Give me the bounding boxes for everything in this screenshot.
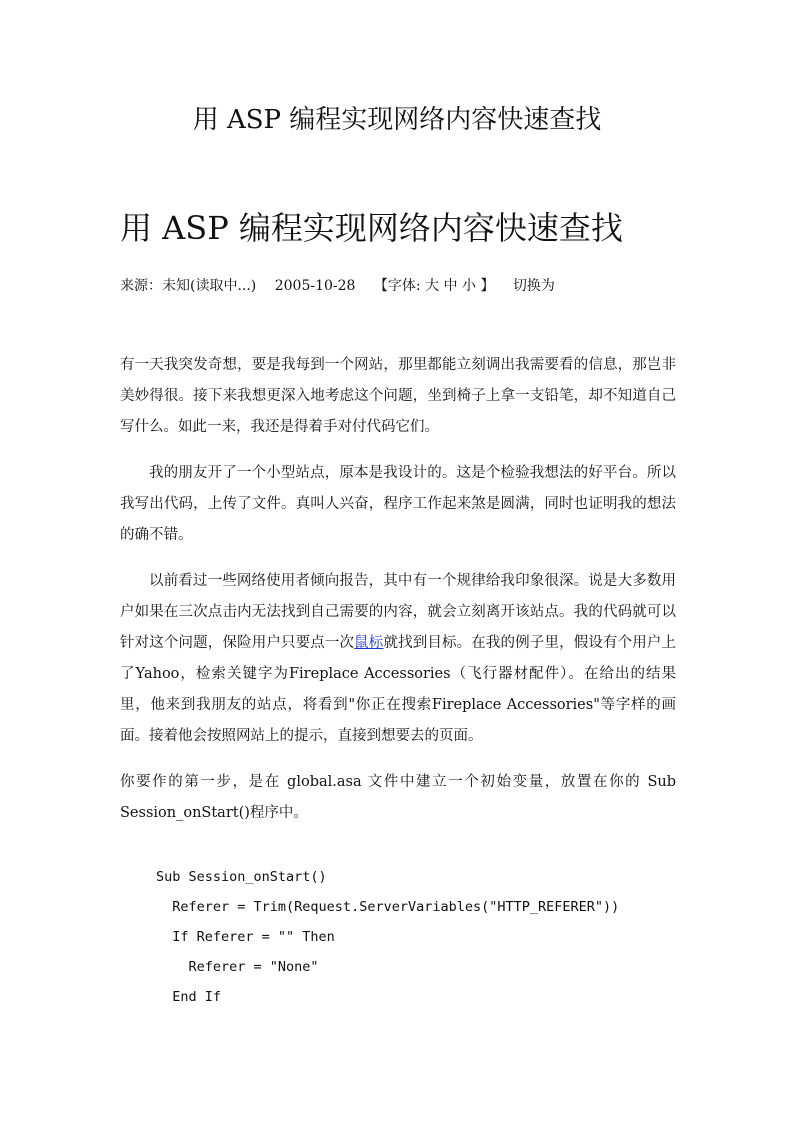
article-body <box>120 350 676 844</box>
paragraph-1: 有一天我突发奇想，要是我每到一个网站，那里都能立刻调出我需要看的信息，那岂非美妙得很。接下来我想更深入地考虑这个问题，坐到椅子上拿一支铅笔，却不知道自己写什么。如此一来，我还是得着手对付代码它们。 <box>120 357 676 435</box>
mouse-link[interactable]: 鼠标 <box>354 635 384 651</box>
font-size-medium-link[interactable]: 中 <box>443 278 458 294</box>
code-line: End If <box>156 989 222 1005</box>
code-line: Referer = "None" <box>156 959 319 975</box>
meta-font-open: 【字体: <box>373 278 421 294</box>
meta-font-close: 】 <box>480 278 495 294</box>
code-line: If Referer = "" Then <box>156 929 335 945</box>
paragraph-3-text-end: 就找到目标。在我的例子里，假设有个用户上了Yahoo，检索关键字为Fireplace Accessories（飞行器材配件）。在给出的结果里，他来到我朋友的站点，将看到"你正在搜索Fireplace Accessories"等字样的画面。接着他会按照网站上的提示，直接到想要去的页面。 <box>120 635 677 744</box>
meta-date: 2005-10-28 <box>274 278 356 294</box>
paragraph-2: 我的朋友开了一个小型站点，原本是我设计的。这是个检验我想法的好平台。所以我写出代码，上传了文件。真叫人兴奋，程序工作起来煞是圆满，同时也证明我的想法的确不错。 <box>120 465 676 543</box>
article-title: 用 ASP 编程实现网络内容快速查找 <box>120 209 623 247</box>
paragraph-3 <box>120 566 676 752</box>
meta-source: 来源：未知(读取中...) <box>120 278 257 294</box>
code-block <box>156 862 676 1012</box>
paragraph-3-text-start: 以前看过一些网络使用者倾向报告，其中有一个规律给我印象很深。说是大多数用户如果在三次点击内无法找到自己需要的内容，就会立刻离开该站点。我的代码就可以针对这个问题，保险用户只要点一次 <box>120 573 676 651</box>
code-line: Sub Session_onStart() <box>156 869 327 885</box>
article-meta <box>120 274 700 298</box>
code-line: Referer = Trim(Request.ServerVariables("HTTP_REFERER")) <box>156 899 620 915</box>
switch-link[interactable]: 切换为 <box>512 278 555 294</box>
document-title: 用 ASP 编程实现网络内容快速查找 <box>192 105 602 135</box>
font-size-small-link[interactable]: 小 <box>461 278 476 294</box>
paragraph-4: 你要作的第一步，是在 global.asa 文件中建立一个初始变量，放置在你的 Sub Session_onStart()程序中。 <box>120 774 676 821</box>
font-size-large-link[interactable]: 大 <box>425 278 440 294</box>
